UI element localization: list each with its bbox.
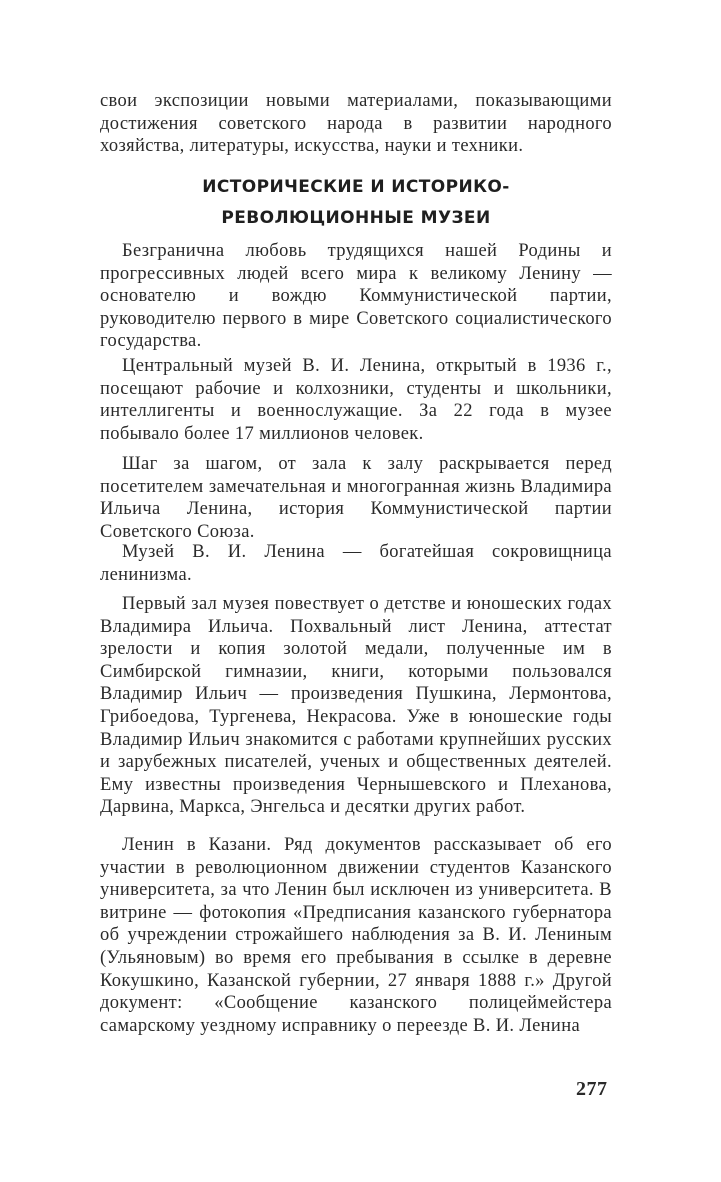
intro-paragraph: свои экспозиции новыми материалами, показывающими достижения советского народа в развитии народного хозяйства, литературы, искусства, науки и техники. xyxy=(100,91,612,157)
section-heading-line2: РЕВОЛЮЦИОННЫЕ МУЗЕИ xyxy=(221,208,491,228)
paragraph-block-1 xyxy=(100,240,612,353)
section-heading-line1: ИСТОРИЧЕСКИЕ И ИСТОРИКО- xyxy=(202,177,510,197)
paragraph-treasury: Музей В. И. Ленина — богатейшая сокровищница ленинизма. xyxy=(100,542,612,585)
intro-block xyxy=(100,90,612,158)
paragraph-block-2 xyxy=(100,355,612,445)
paragraph-lenin-kazan: Ленин в Казани. Ряд документов рассказывает об его участии в революционном движении студентов Казанского университета, за что Ленин был исключен из университета. В витрине — фотокопия «Предписания казанского губернатора об учреждении строжайшего наблюдения за В. И. Лениным (Ульяновым) во время его пребывания в ссылке в деревне Кокушкино, Казанской губернии, 27 января 1888 г.» Другой документ: «Сообщение казанского полицеймейстера самарскому уездному исправнику о переезде В. И. Ленина xyxy=(100,835,612,1036)
paragraph-lenin-love: Безгранична любовь трудящихся нашей Родины и прогрессивных людей всего мира к великому Ленину — основателю и вождю Коммунистической партии, руководителю первого в мире Советского социалистического государства. xyxy=(100,241,612,352)
paragraph-central-museum: Центральный музей В. И. Ленина, открытый в 1936 г., посещают рабочие и колхозники, студенты и школьники, интеллигенты и военнослужащие. За 22 года в музее побывало более 17 миллионов человек. xyxy=(100,356,612,444)
paragraph-step-by-step: Шаг за шагом, от зала к залу раскрывается перед посетителем замечательная и многогранная жизнь Владимира Ильича Ленина, история Коммунистической партии Советского Союза. xyxy=(100,454,612,542)
paragraph-block-4 xyxy=(100,541,612,586)
paragraph-block-6 xyxy=(100,834,612,1037)
paragraph-block-5 xyxy=(100,593,612,819)
paragraph-block-3 xyxy=(100,453,612,543)
paragraph-first-hall: Первый зал музея повествует о детстве и юношеских годах Владимира Ильича. Похвальный лист Ленина, аттестат зрелости и копия золотой медали, полученные им в Симбирской гимназии, книги, которыми пользовался Владимир Ильич — произведения Пушкина, Лермонтова, Грибоедова, Тургенева, Некрасова. Уже в юношеские годы Владимир Ильич знакомится с работами крупнейших русских и зарубежных писателей, ученых и общественных деятелей. Ему известны произведения Чернышевского и Плеханова, Дарвина, Маркса, Энгельса и десятки других работ. xyxy=(100,594,612,818)
section-heading xyxy=(100,172,612,234)
page-number: 277 xyxy=(576,1078,608,1100)
